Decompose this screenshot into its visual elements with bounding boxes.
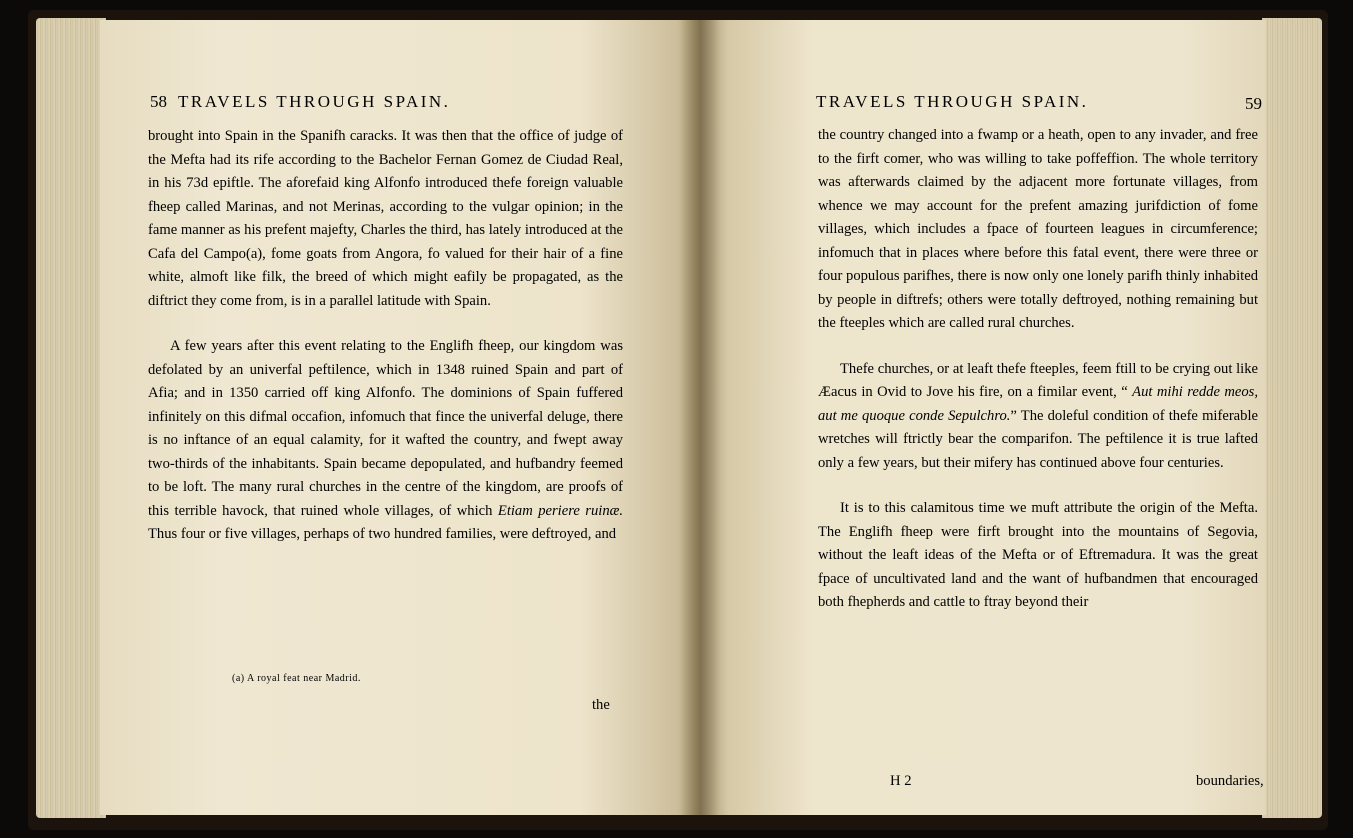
left-footnote: (a) A royal feat near Madrid. bbox=[232, 673, 361, 684]
right-catchword: boundaries, bbox=[1196, 773, 1264, 789]
left-page-edges bbox=[36, 18, 106, 818]
left-body-text bbox=[148, 125, 623, 547]
right-page-edges bbox=[1262, 18, 1322, 818]
right-body-text bbox=[818, 124, 1258, 615]
left-paragraph-2-text-end: Thus four or five villages, perhaps of two hundred families, were deftroyed, and bbox=[148, 526, 617, 542]
right-signature-mark: H 2 bbox=[890, 773, 912, 789]
left-catchword: the bbox=[592, 697, 610, 713]
left-paragraph-1: brought into Spain in the Spanifh caracks. It was then that the office of judge of the Mefta had its rife according to the Bachelor Fernan Gomez de Ciudad Real, in his 73d epiftle. The aforefaid king Alfonfo introduced thefe foreign valuable fheep called Marinas, and not Merinas, according to the vulgar opinion; in the fame manner as his prefent majefty, Charles the third, has lately introduced at the Cafa del Campo(a), fome goats from Angora, fo valued for their hair of a fine white, almoft like filk, the breed of which might eafily be propagated, as the diftrict they come from, is in a parallel latitude with Spain. bbox=[148, 128, 623, 309]
left-paragraph-2-text: A few years after this event relating to the Englifh fheep, our kingdom was defolated by an univerfal peftilence, which in 1348 ruined Spain and part of Afia; and in 1350 carried off king Alfonfo. The dominions of Spain fuffered infinitely on this difmal occafion, infomuch that fince the univerfal deluge, there is no inftance of an equal calamity, for it wafted the country, and fwept away two-thirds of the inhabitants. Spain became depopulated, and hufbandry feemed to be loft. The many rural churches in the centre of the kingdom, are proofs of this terrible havock, that ruined whole villages, of which bbox=[148, 338, 623, 519]
right-paragraph-2-italic: Aut mihi redde meos, aut me quoque conde Sepulchro. bbox=[818, 384, 1259, 424]
left-running-head: TRAVELS THROUGH SPAIN. bbox=[178, 92, 451, 111]
left-paragraph-2 bbox=[148, 335, 623, 547]
right-paragraph-2-text: Thefe churches, or at leaft thefe fteeples, feem ftill to be crying out like Æacus in Ovid to Jove his fire, on a fimilar event, “ bbox=[818, 360, 1258, 400]
right-paragraph-1: the country changed into a fwamp or a heath, open to any invader, and free to the firft comer, who was willing to take poffeffion. The whole territory was afterwards claimed by the adjacent more fortunate villages, from whence we may account for the prefent amazing jurifdiction of fome villages, which includes a fpace of fourteen leagues in circumference; infomuch that in places where before this fatal event, there were three or four populous parifhes, there is now only one lonely parifh thinly inhabited by people in diftrefs; others were totally deftroyed, nothing remaining but the fteeples which are called rural churches. bbox=[818, 127, 1258, 331]
right-page-content bbox=[700, 0, 1266, 838]
right-page-number: 59 bbox=[1245, 94, 1262, 113]
left-paragraph-2-italic: Etiam periere ruinæ. bbox=[497, 502, 624, 519]
right-paragraph-2-text-end: ” The doleful condition of thefe miferable wretches will ftrictly bear the comparifon. The peftilence it is true lafted only a few years, but their mifery has continued above four centuries. bbox=[818, 407, 1258, 471]
right-paragraph-3: It is to this calamitous time we muft attribute the origin of the Mefta. The Englifh fheep were firft brought into the mountains of Segovia, without the leaft ideas of the Mefta or of Eftremadura. It was the great fpace of uncultivated land and the want of hufbandmen that encouraged both fhepherds and cattle to ftray beyond their bbox=[818, 500, 1258, 610]
left-page-number: 58 bbox=[150, 92, 167, 111]
right-paragraph-2 bbox=[818, 358, 1258, 476]
right-running-head: TRAVELS THROUGH SPAIN. bbox=[816, 92, 1089, 111]
